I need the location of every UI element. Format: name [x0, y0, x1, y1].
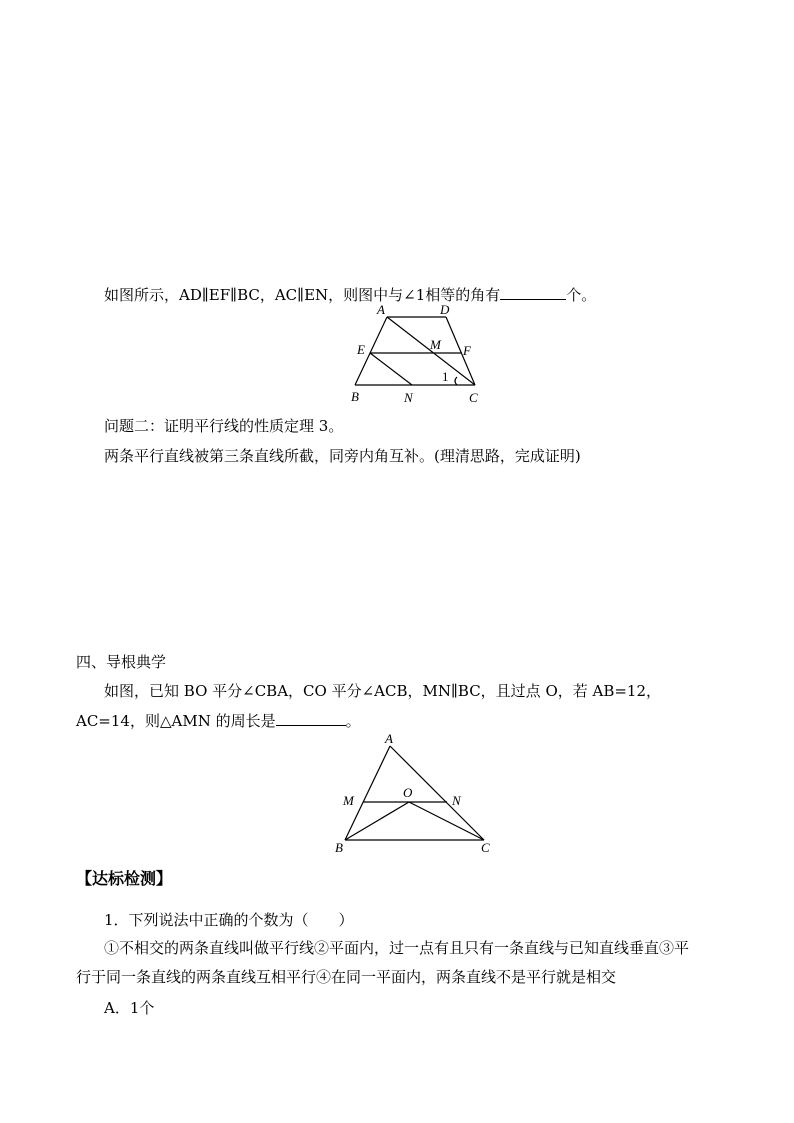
problem2-title: 问题二：证明平行线的性质定理 3。	[104, 417, 344, 435]
label-f: F	[463, 343, 471, 358]
section4-line2-after: 。	[345, 712, 361, 730]
label-n: N	[452, 793, 461, 808]
problem1-text-before: 如图所示，AD∥EF∥BC，AC∥EN，则图中与∠1相等的角有	[104, 286, 501, 304]
label-a: A	[377, 302, 385, 317]
test-heading: 【达标检测】	[76, 869, 173, 888]
label-b: B	[335, 840, 343, 855]
label-angle-1: 1	[442, 369, 449, 384]
label-c: C	[469, 390, 478, 405]
question-1-statements-line2: 行于同一条直线的两条直线互相平行④在同一平面内，两条直线不是平行就是相交	[76, 968, 617, 986]
label-b: B	[351, 389, 359, 404]
problem2-statement: 两条平行直线被第三条直线所截，同旁内角互补。(理清思路，完成证明)	[104, 447, 581, 465]
question-1: 1．下列说法中正确的个数为（ ）	[104, 911, 354, 929]
section4-line2-before: AC=14，则△AMN 的周长是	[76, 712, 276, 730]
label-o: O	[403, 785, 413, 800]
label-a: A	[385, 731, 393, 746]
label-d: D	[440, 302, 450, 317]
question-1-statements-line1: ①不相交的两条直线叫做平行线②平面内，过一点有且只有一条直线与已知直线垂直③平	[104, 939, 690, 957]
label-e: E	[357, 342, 365, 357]
section4-line1: 如图，已知 BO 平分∠CBA，CO 平分∠ACB，MN∥BC，且过点 O，若 AB=12，	[104, 682, 662, 700]
label-m: M	[430, 337, 441, 352]
label-m: M	[343, 793, 354, 808]
label-c: C	[481, 840, 490, 855]
problem1-text-after: 个。	[566, 286, 597, 304]
segment-oc	[409, 802, 484, 840]
label-n: N	[404, 390, 413, 405]
option-a[interactable]: A．1个	[104, 999, 155, 1017]
section4-heading: 四、导根典学	[76, 653, 167, 671]
